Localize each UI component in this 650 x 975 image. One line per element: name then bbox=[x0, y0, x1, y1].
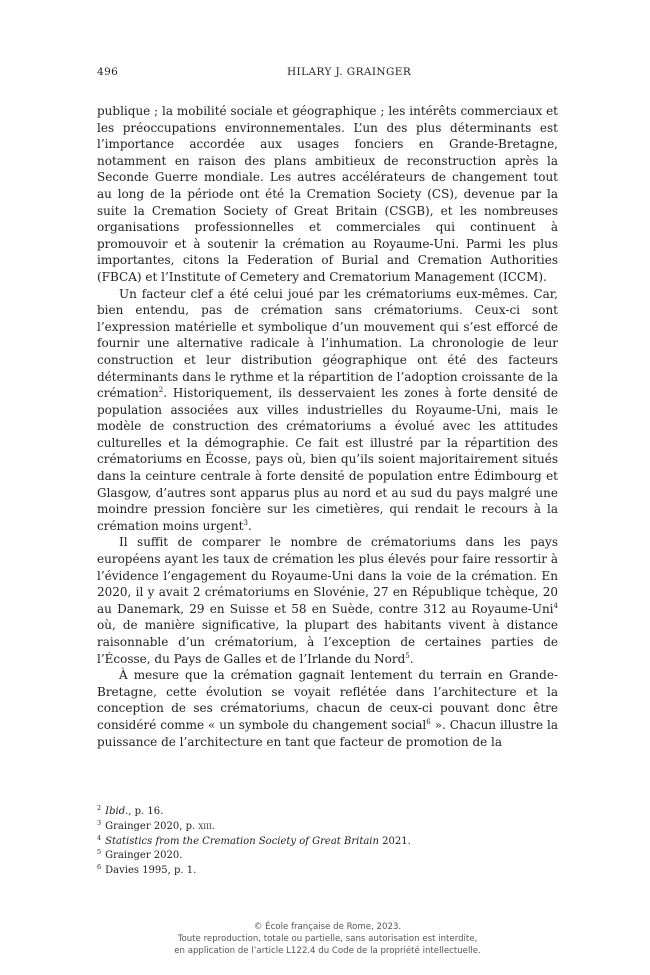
footnote-text: Davies 1995, p. 1. bbox=[105, 865, 197, 877]
footnote-reference: 2 bbox=[158, 386, 164, 395]
footnote bbox=[97, 864, 558, 879]
footnote-number: 5 bbox=[97, 848, 102, 857]
footnote-text: 2021. bbox=[378, 835, 411, 847]
footnote-text: . bbox=[211, 820, 215, 832]
footnote-reference: 6 bbox=[426, 717, 431, 726]
paragraph bbox=[97, 534, 558, 667]
body-text bbox=[97, 103, 558, 750]
footnote-number: 3 bbox=[97, 818, 102, 827]
footnote-text: xiii bbox=[198, 820, 212, 832]
footnote bbox=[97, 820, 558, 835]
footnote-text: , p. 16. bbox=[128, 806, 164, 817]
paragraph-text: ». Chacun illustre la puissance de l’architecture en tant que facteur de promotion de la bbox=[97, 717, 558, 749]
footer-notice-line-1: Toute reproduction, totale ou partielle, sans autorisation est interdite, bbox=[177, 934, 478, 945]
footnote-number: 6 bbox=[97, 863, 102, 872]
footnote bbox=[97, 849, 558, 864]
running-head-author: HILARY J. GRAINGER bbox=[287, 66, 412, 78]
footer-copyright: © École française de Rome, 2023. bbox=[253, 922, 402, 932]
paragraph-text: publique ; la mobilité sociale et géographique ; les intérêts commerciaux et les préoccupations environnementales. L’un des plus déterminants est l’importance accordée aux usages fonciers en Grande-Bretagne, notamment en raison des plans ambitieux de reconstruction après la Seconde Guerre mondiale. Les autres accélérateurs de changement tout au long de la période ont été la Cremation Society (CS), devenue par la suite la Cremation Society of Great Britain (CSGB), et les nombreuses organisations professionnelles et commerciales qui continuent à promouvoir et à soutenir la crémation au Royaume-Uni. Parmi les plus importantes, citons la Federation of Burial and Cremation Authorities (FBCA) et l’Institute of Cemetery and Crematorium Management (ICCM). bbox=[97, 104, 558, 284]
footnote-text: Grainger 2020, p. bbox=[105, 820, 199, 832]
page-number: 496 bbox=[97, 66, 119, 78]
footnote-text: Ibid. bbox=[105, 806, 129, 817]
page-footer bbox=[97, 921, 558, 958]
paragraph-text: À mesure que la crémation gagnait lentement du terrain en Grande-Bretagne, cette évolution se voyait reflétée dans l’architecture et la conception de ses crématoriums, chacun de ceux-ci pouvant donc être considéré comme « un symbole du changement social bbox=[97, 668, 558, 732]
paragraph bbox=[97, 103, 558, 286]
footnote-text: Statistics from the Cremation Society of Great Britain bbox=[105, 835, 379, 847]
footnote-reference: 5 bbox=[405, 651, 410, 660]
paragraph-text: . bbox=[409, 651, 414, 666]
footnote-number: 2 bbox=[97, 804, 102, 812]
paragraph-text: Un facteur clef a été celui joué par les crématoriums eux-mêmes. Car, bien entendu, pas de crémation sans crématoriums. Ceux-ci sont l’expression matérielle et symbolique d’un mouvement qui s’est efforcé de fournir une alternative radicale à l’inhumation. La chronologie de leur construction et leur distribution géographique ont été des facteurs déterminants dans le rythme et la répartition de l’adoption croissante de la crémation bbox=[97, 286, 558, 401]
paragraph-text: où, de manière significative, la plupart des habitants vivent à distance raisonnable d’un crématorium, à l’exception de certaines parties de l’Écosse, du Pays de Galles et de l’Irlande du Nord bbox=[97, 618, 558, 666]
paragraph bbox=[97, 286, 558, 535]
footnotes bbox=[97, 805, 558, 879]
paragraph-text: . bbox=[247, 518, 252, 533]
paragraph-text: Il suffit de comparer le nombre de crématoriums dans les pays européens ayant les taux de crémation les plus élevés pour faire ressortir à l’évidence l’engagement du Royaume-Uni dans la voie de la crémation. En 2020, il y avait 2 crématoriums en Slovénie, 27 en République tchèque, 20 au Danemark, 29 en Suisse et 58 en Suède, contre 312 au Royaume-Uni bbox=[97, 535, 558, 616]
footnote bbox=[97, 805, 558, 820]
paragraph bbox=[97, 667, 558, 750]
footnote-number: 4 bbox=[97, 833, 102, 842]
footer-notice-line-2: en application de l’article L122.4 du Code de la propriété intellectuelle. bbox=[174, 946, 481, 957]
footnote-reference: 3 bbox=[243, 518, 248, 527]
paragraph-text: . Historiquement, ils desservaient les zones à forte densité de population associées aux villes industrielles du Royaume-Uni, mais le modèle de construction des crématoriums a évolué avec les attitudes culturelles et la démographie. Ce fait est illustré par la répartition des crématoriums en Écosse, pays où, bien qu’ils soient majoritairement situés dans la ceinture centrale à forte densité de population entre Édimbourg et Glasgow, d’autres sont apparus plus au nord et au sud du pays malgré une moindre pression foncière sur les cimetières, qui rendait le recours à la crémation moins urgent bbox=[97, 386, 558, 533]
footnote-text: Grainger 2020. bbox=[105, 850, 183, 862]
footnote bbox=[97, 835, 558, 850]
footnote-reference: 4 bbox=[553, 601, 558, 610]
